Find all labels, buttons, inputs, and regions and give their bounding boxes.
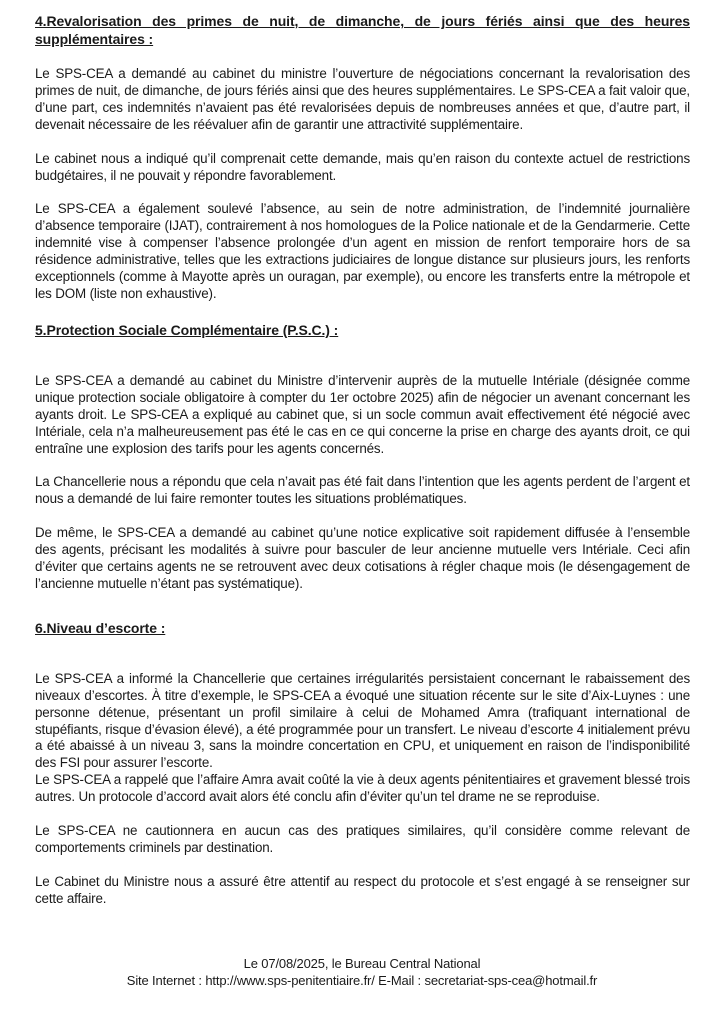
footer-contact-line xyxy=(0,972,724,989)
section-6-paragraph-3: Le SPS-CEA ne cautionnera en aucun cas des pratiques similaires, qu’il considère comme relevant de comportements criminels par destination. xyxy=(35,823,690,855)
section-4-paragraph-1: Le SPS-CEA a demandé au cabinet du ministre l’ouverture de négociations concernant la revalorisation des primes de nuit, de dimanche, de jours fériés ainsi que des heures supplémentaires. Le SPS-CEA a fait valoir que, d’une part, ces indemnités n’avaient pas été revalorisées depuis de nombreuses années et que, d’autre part, il devenait nécessaire de les réévaluer afin de garantir une attractivité supplémentaire. xyxy=(35,66,690,132)
section-4-paragraph-3: Le SPS-CEA a également soulevé l’absence, au sein de notre administration, de l’indemnité journalière d’absence temporaire (IJAT), contrairement à nos homologues de la Police nationale et de la Gendarmerie. Cette indemnité vise à compenser l’absence prolongée d’un agent en mission de renfort temporaire hors de sa résidence administrative, telles que les extractions judiciaires de longue distance sur plusieurs jours, les renforts exceptionnels (comme à Mayotte après un ouragan, par exemple), ou encore les transferts entre la métropole et les DOM (liste non exhaustive). xyxy=(35,201,690,301)
section-6-paragraph-1: Le SPS-CEA a informé la Chancellerie que certaines irrégularités persistaient concernant le rabaissement des niveaux d’escortes. À titre d’exemple, le SPS-CEA a évoqué une situation récente sur le site d’Aix-Luynes : une personne détenue, présentant un profil similaire à celui de Mohamed Amra (trafiquant international de stupéfiants, risque d’évasion élevé), a été programmée pour un transfert. Le niveau d’escorte 4 initialement prévu a été abaissé à un niveau 3, sans la moindre concertation en CPU, et uniquement en raison de l’indisponibilité des FSI pour assurer l’escorte. xyxy=(35,670,690,771)
document-page xyxy=(35,12,690,908)
footer-email-label: E-Mail : xyxy=(374,973,425,988)
footer-signature: Le 07/08/2025, le Bureau Central National xyxy=(243,956,481,971)
section-5-paragraph-2: La Chancellerie nous a répondu que cela n’avait pas été fait dans l’intention que les agents perdent de l’argent et nous a demandé de lui faire remonter toutes les situations problématiques. xyxy=(35,474,690,507)
footer-website-label: Site Internet : xyxy=(126,973,206,988)
section-5-title: 5.Protection Sociale Complémentaire (P.S.C.) : xyxy=(35,321,339,338)
section-5-paragraph-3: De même, le SPS-CEA a demandé au cabinet qu’une notice explicative soit rapidement diffusée à l’ensemble des agents, précisant les modalités à suivre pour basculer de leur ancienne mutuelle vers Intériale. Ceci afin d’éviter que certains agents ne se retrouvent avec deux cotisations à régler chaque mois (le désengagement de l’ancienne mutuelle n’étant pas systématique). xyxy=(35,525,690,591)
footer-website-link[interactable]: http://www.sps-penitentiaire.fr/ xyxy=(205,973,375,988)
document-footer xyxy=(0,955,724,989)
section-4-title: 4.Revalorisation des primes de nuit, de dimanche, de jours fériés ainsi que des heures supplémentaires : xyxy=(35,13,690,47)
section-6-paragraph-4: Le Cabinet du Ministre nous a assuré être attentif au respect du protocole et s’est engagé à se renseigner sur cette affaire. xyxy=(35,873,690,906)
section-6-paragraph-2: Le SPS-CEA a rappelé que l’affaire Amra avait coûté la vie à deux agents pénitentiaires et gravement blessé trois autres. Un protocole d’accord avait alors été conclu afin d’éviter qu’un tel drame ne se reproduise. xyxy=(35,772,690,805)
section-6-title: 6.Niveau d’escorte : xyxy=(35,619,166,636)
section-4-paragraph-2: Le cabinet nous a indiqué qu’il comprenait cette demande, mais qu’en raison du contexte actuel de restrictions budgétaires, il ne pouvait y répondre favorablement. xyxy=(35,150,690,183)
section-5-paragraph-1: Le SPS-CEA a demandé au cabinet du Ministre d’intervenir auprès de la mutuelle Intériale (désignée comme unique protection sociale obligatoire à compter du 1er octobre 2025) afin de négocier un avenant concernant les ayants droit. Le SPS-CEA a expliqué au cabinet que, si un socle commun avait effectivement été négocié avec Intériale, cela n’a malheureusement pas été le cas en ce qui concerne la prise en charge des ayants droit, ce qui entraîne une explosion des tarifs pour les agents concernés. xyxy=(35,372,690,456)
footer-email-link[interactable]: secretariat-sps-cea@hotmail.fr xyxy=(424,973,598,988)
